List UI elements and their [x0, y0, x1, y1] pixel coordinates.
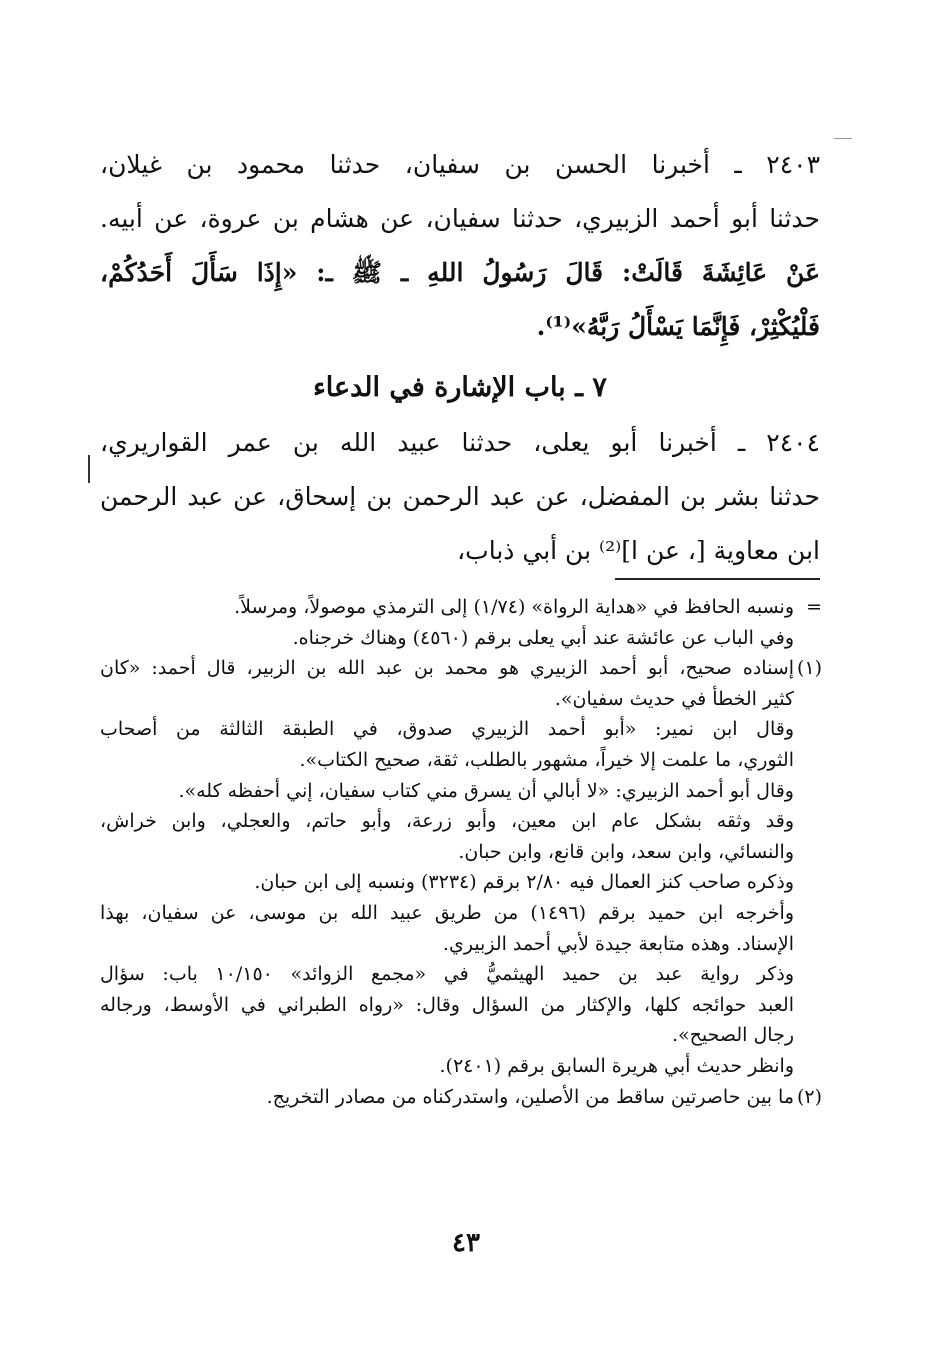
footnote-line: وفي الباب عن عائشة عند أبي يعلى برقم (٤٥٦٠) وهناك خرجناه. — [292, 626, 794, 649]
footnote-line: كثير الخطأ في حديث سفيان». — [554, 687, 794, 710]
footnote-text: ما بين حاصرتين ساقط من الأصلين، واستدركناه من مصادر التخريج. — [266, 1085, 794, 1108]
hadith-2403-line-1: ٢٤٠٣ ـ أخبرنا الحسن بن سفيان، حدثنا محمود بن غيلان، — [100, 150, 820, 179]
hadith-2404-line-1: ٢٤٠٤ ـ أخبرنا أبو يعلى، حدثنا عبيد الله بن عمر القواريري، — [100, 428, 820, 457]
footnote-text: ونسبه الحافظ في «هداية الرواة» (١/٧٤) إلى الترمذي موصولاً، ومرسلاً. — [234, 596, 794, 618]
footnote-line: وقال أبو أحمد الزبيري: «لا أبالي أن يسرق مني كتاب سفيان، إني أحفظه كله». — [178, 779, 794, 802]
hadith-2403-matn-line-1: عَنْ عَائِشَةَ قَالَتْ: قَالَ رَسُولُ اللهِ ـ ﷺ ـ: «إِذَا سَأَلَ أَحَدُكُمْ، — [100, 258, 820, 287]
continuation-marker: = — [806, 596, 822, 618]
footnote-1-line — [100, 653, 822, 684]
footnote-line: رجال الصحيح». — [671, 1024, 794, 1047]
main-text — [100, 138, 820, 578]
footnotes — [100, 592, 822, 1112]
page-number: ٤٣ — [452, 1228, 480, 1258]
chapter-heading: ٧ ـ باب الإشارة في الدعاء — [313, 372, 607, 403]
footnote-2-line — [100, 1082, 822, 1113]
hadith-2404-line-3: ابن معاوية [، عن ا]⁽²⁾ بن أبي ذباب، — [457, 536, 820, 565]
hadith-2404-line-2: حدثنا بشر بن المفضل، عن عبد الرحمن بن إسحاق، عن عبد الرحمن — [100, 482, 820, 511]
footnote-2-marker: (٢) — [796, 1085, 822, 1108]
footnote-1-marker: (١) — [796, 657, 822, 680]
footnote-line: وقال ابن نمير: «أبو أحمد الزبيري صدوق، في الطبقة الثالثة من أصحاب — [100, 718, 794, 741]
footnote-text: إسناده صحيح، أبو أحمد الزبيري هو محمد بن عبد الله بن الزبير، قال أحمد: «كان — [100, 657, 794, 680]
hadith-2403-matn-line-2: فَلْيُكْثِرْ، فَإِنَّمَا يَسْأَلُ رَبَّهُ»⁽¹⁾. — [536, 312, 820, 341]
footnote-line: وذكر رواية عبد بن حميد الهيثميُّ في «مجمع الزوائد» ١٠/١٥٠ باب: سؤال — [100, 963, 794, 986]
footnote-line: وانظر حديث أبي هريرة السابق برقم (٢٤٠١). — [439, 1054, 794, 1077]
footnote-separator — [615, 578, 820, 580]
footnote-line: الثوري، ما علمت إلا خيراً، مشهور بالطلب، ثقة، صحيح الكتاب». — [299, 748, 794, 771]
footnote-line: وذكره صاحب كنز العمال فيه ٢/٨٠ برقم (٣٢٣٤) ونسبه إلى ابن حبان. — [254, 871, 794, 894]
margin-mark — [88, 455, 90, 483]
footnote-line: وأخرجه ابن حميد برقم (١٤٩٦) من طريق عبيد الله بن موسى، عن سفيان، بهذا — [100, 901, 794, 924]
footnote-line: الإسناد. وهذه متابعة جيدة لأبي أحمد الزبيري. — [442, 932, 794, 955]
corner-mark — [834, 138, 852, 139]
footnote-continuation-line — [100, 592, 822, 623]
footnote-line: العبد حوائجه كلها، والإكثار من السؤال وقال: «رواه الطبراني في الأوسط، ورجاله — [100, 993, 794, 1016]
footnote-line: والنسائي، وابن سعد، وابن قانع، وابن حبان. — [458, 840, 794, 863]
hadith-2403-line-2: حدثنا أبو أحمد الزبيري، حدثنا سفيان، عن هشام بن عروة، عن أبيه. — [100, 204, 820, 233]
footnote-line: وقد وثقه بشكل عام ابن معين، وأبو زرعة، وأبو حاتم، والعجلي، وابن خراش، — [100, 810, 794, 833]
